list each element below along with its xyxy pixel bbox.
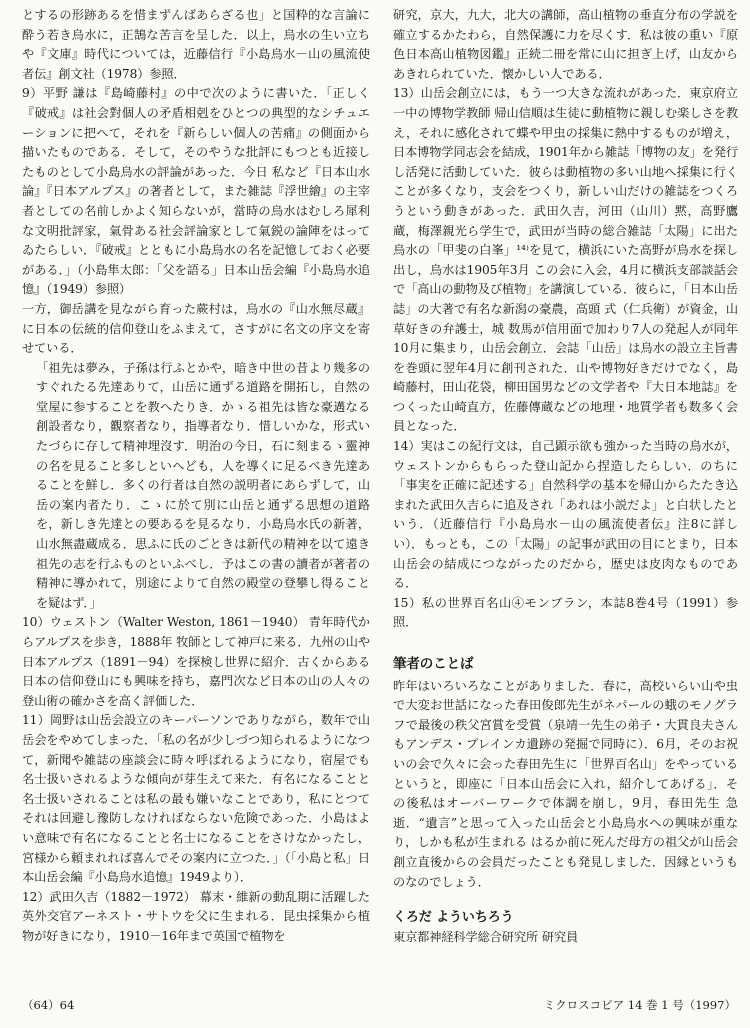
note-10: 10）ウェストン（Walter Weston, 1861－1940） 青年時代からアルプスを歩き，1888年 牧師として神戸に来る．九州の山や日本アルプス（1891－94）を探検し世界に紹介．古くからある日本の信仰登山にも興味を持ち，嘉門次など日本の山の人々の登山術の確かさを高く評価した． xyxy=(22,615,370,708)
note-14: 14）実はこの紀行文は，自己顕示欲も強かった当時の烏水が，ウェストンからもらった登山記から捏造したらしい．のちに「事実を正確に記述する」自然科学の基本を帰山からたたき込まれた武田久吉らに追及され「あれは小説だよ」と白状したという．（近藤信行『小島烏水－山の風流使者伝』注8に詳しい）．もっとも，この「太陽」の記事が武田の目にとまり，日本山岳会の結成につながったのだから，歴史は皮肉なものである． xyxy=(393,439,738,591)
right-column xyxy=(393,6,738,947)
note-15: 15）私の世界百名山④モンブラン，本誌8巻4号（1991）参照． xyxy=(393,595,738,630)
author-words: 昨年はいろいろなことがありました．春に，高校いらい山や虫で大変お世話になった春田俊郎先生がネパールの蛾のモノグラフで最後の秩父宮賞を受賞（泉靖一先生の弟子・大貫良夫さんもアンデス・プレインカ遺跡の発掘で同時に）．6月，そのお祝いの会で久々に会った春田先生に「世界百名山」をやっているというと，即座に「日本山岳会に入れ，紹介してあげる」．その後私はオーバーワークで体調を崩し，9月，春田先生 急逝．“遺言”と思って入った山岳会と小島烏水への興味が重なり，しかも私が生まれる はるか前に死んだ母方の祖父が山岳会創立直後からの会員だったことも発見しました．因縁というものなのでしょう． xyxy=(393,678,738,889)
page-number: （64）64 xyxy=(22,998,75,1012)
note-12: 12）武田久吉（1882－1972） 幕末・維新の動乱期に活躍した英外交官アーネスト・サトウを父に生まれる．昆虫採集から植物が好きになり，1910－16年まで英国で植物を xyxy=(22,889,370,943)
author-name: くろだ よういちろう xyxy=(393,910,514,926)
note-11: 11）岡野は山岳会設立のキーパーソンでありながら，数年で山岳会をやめてしまった．「私の名が少しづつ知られるようになつて，新聞や雑誌の座談会に時々呼ばれるようになり，宿屋でも名士扱いされるような傾向が芽生えて来た．有名になることと名士扱いされることは私の最も嫌いなことであり，私にとつてそれは回避し豫防しなければならない危険であった．小島はよい意味で有名になることと名士になることをさけなかったし，宮様から頼まれれば喜んでその案内に立つた．」（「小島と私」日本山岳会編『小島烏水追憶』1949より）． xyxy=(22,713,370,885)
author-affiliation: 東京都神経科学総合研究所 研究員 xyxy=(393,929,579,944)
note-13: 13）山岳会創立には，もう一つ大きな流れがあった．東京府立一中の博物学教師 帰山信順は生徒に動植物に親しむ楽しさを教え，それに感化されて蝶や甲虫の採集に熱中するものが増え，日本博物学同志会を結成，1901年から雑誌「博物の友」を発行し活発に活動していた．彼らは動植物の多い山地へ採集に行くことが多くなり，支会をつくり，新しい山だけの雑誌をつくろうという動きがあった．武田久吉，河田（山川）黙，高野鷹蔵，梅澤親光ら学生で，武田が当時の総合雑誌「太陽」に出た烏水の「甲斐の白峯」¹⁴⁾を見て，横浜にいた高野が烏水を探し出し，烏水は1905年3月 この会に入会，4月に横浜支部談話会で「高山の動物及び植物」を講演している．彼らに，「日本山岳誌」の大著で有名な新潟の豪農，高頭 式（仁兵衛）が資金，山草好きの弁護士，城 数馬が信用面で加わり7人の発起人が同年10月に集まり，山岳会創立．会誌「山岳」は烏水の設立主旨書を巻頭に翌年4月に創刊された．山や博物好きだけでなく，島崎藤村，田山花袋，柳田国男などの文学者や『大日本地誌』をつくった山崎直方，佐藤傳蔵などの地理・地質学者も数多く会員となった． xyxy=(393,86,738,434)
author-words-heading: 筆者のことば xyxy=(393,656,474,672)
journal-citation: ミクロスコピア 14 巻 1 号（1997） xyxy=(543,998,736,1012)
ontake-paragraph: 一方，御岳講を見ながら育った蕨村は，烏水の『山水無尽蔵』に日本の伝統的信仰登山をふまえて，さすがに名文の序文を寄せている． xyxy=(22,301,370,356)
note-9: 9）平野 謙は『島崎藤村』の中で次のように書いた．「正しく『破戒』は社会對個人の矛盾相剋をひとつの典型的なシチュエーションに把へて，それを『新らしい個人の苦痛』の側面から描いたものである．そして，そのやうな批評にもつとも近接したものとして小島烏水の評論があった．今日 私など『日本山水論』『日本アルプス』の著者として，また雑誌『浮世繪』の主宰者としての名前しかよく知らないが，當時の烏水はむしろ犀利な文明批評家，氣骨ある社会評論家として氣鋭の論陣をはってゐたらしい．『破戒』とともに小島烏水の名を記憶しておく必要がある．」（小島隼太郎：「父を語る」日本山岳会編『小島烏水追憶』（1949）参照） xyxy=(22,86,370,297)
left-column xyxy=(22,6,370,947)
intro-paragraph: とするの形跡あるを惜まずんばあらざる也」と国粋的な言論に酔う若き烏水に，正鵠な苦言を呈した．以上，烏水の生い立ちや『文庫』時代については，近藤信行『小島烏水－山の風流使者伝』創文社（1978）参照． xyxy=(22,8,370,81)
note-12-continued: 研究，京大，九大，北大の講師，高山植物の垂直分布の学説を確立するかたわら，自然保護に力を尽くす．私は彼の重い『原色日本高山植物図鑑』正続二冊を常に山に担ぎ上げ，山友からあきれられていた．懐かしい人である． xyxy=(393,8,738,81)
preface-quote: 「祖先は夢み，子孫は行ふとかや，暗き中世の昔より幾多のすぐれたる先達ありて，山岳に通ずる道路を開拓し，自然の堂屋に参することを教へたりき．かゝる祖先は皆な豪邁なる創設者なり，觀察者なり，指導者なり．惜しいかな，形式いたづらに存して精神埋沒す．明治の今日，石に刻まるゝ靈神の名を見ること多しといへども，人を導くに足るべき先達あることを鮮し．多くの行者は自然の説明者にあらずして，山岳の案内者たり．こゝに於て別に山岳と通ずる思想の道路を，新しき先達との要あるを見るなり．小島烏水氏の新著，山水無盡蔵成る．思ふに氏のごときは新代の精神を以て遠き祖先の志を行ふものといふべし．予はこの書の讀者が著者の精神に導かれて，別途によりて自然の殿堂の登攀し得ることを疑はず．」 xyxy=(36,360,370,610)
